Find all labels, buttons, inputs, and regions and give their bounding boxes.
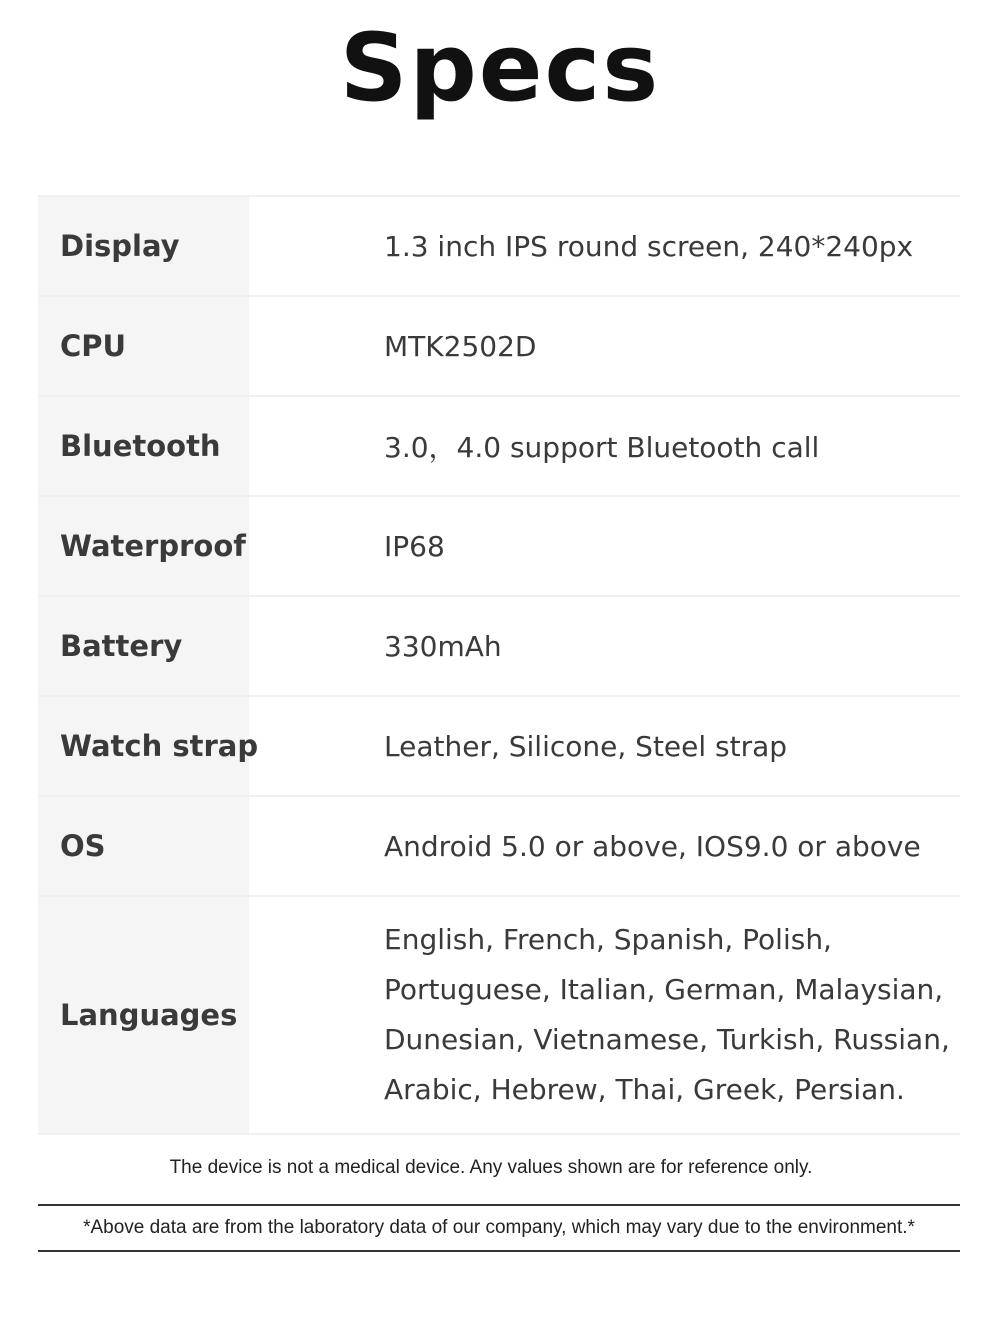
spec-value-os: Android 5.0 or above, IOS9.0 or above [384,829,921,863]
spec-label-cell [38,297,249,395]
spec-value-cell [249,897,960,1133]
page-title: Specs [339,14,661,123]
languages-list [384,915,950,1115]
spec-row-os [38,795,960,895]
languages-line: Portuguese, Italian, German, Malaysian, [384,973,944,1006]
specs-table [38,195,960,1135]
spec-value-battery: 330mAh [384,629,502,663]
spec-value-cell [249,797,960,895]
spec-row-battery [38,595,960,695]
spec-row-bluetooth [38,395,960,495]
spec-label-cell [38,397,249,495]
spec-value-cell [249,297,960,395]
spec-label-cell [38,597,249,695]
spec-label-os: OS [60,829,106,863]
spec-label-cell [38,497,249,595]
spec-label-cell [38,697,259,795]
spec-value-cpu: MTK2502D [384,329,537,363]
spec-value-cell [249,197,960,295]
footnote-box [38,1204,960,1252]
spec-label-cell [38,197,249,295]
spec-row-display [38,195,960,295]
spec-value-waterproof: IP68 [384,529,445,563]
spec-label-waterproof: Waterproof [60,529,246,563]
spec-row-watch-strap [38,695,960,795]
spec-value-display: 1.3 inch IPS round screen, 240*240px [384,229,914,263]
spec-value-cell [249,597,960,695]
medical-disclaimer: The device is not a medical device. Any values shown are for reference only. [169,1157,813,1178]
spec-label-watch-strap: Watch strap [60,729,259,763]
spec-label-cell [38,897,249,1133]
spec-value-watch-strap: Leather, Silicone, Steel strap [384,729,788,763]
languages-line: Arabic, Hebrew, Thai, Greek, Persian. [384,1073,905,1106]
spec-row-waterproof [38,495,960,595]
spec-row-cpu [38,295,960,395]
spec-label-cell [38,797,249,895]
spec-label-display: Display [60,229,180,263]
spec-value-cell [249,697,960,795]
lab-data-footnote: *Above data are from the laboratory data of our company, which may vary due to the environment.* [83,1217,915,1238]
spec-label-cpu: CPU [60,329,127,363]
languages-line: English, French, Spanish, Polish, [384,923,832,956]
spec-row-languages [38,895,960,1135]
spec-value-cell [249,397,960,495]
spec-label-languages: Languages [60,998,238,1032]
spec-value-bluetooth: 3.0，4.0 support Bluetooth call [384,431,820,464]
spec-label-bluetooth: Bluetooth [60,429,221,463]
languages-line: Dunesian, Vietnamese, Turkish, Russian, [384,1023,950,1056]
spec-value-cell [249,497,960,595]
spec-label-battery: Battery [60,629,183,663]
